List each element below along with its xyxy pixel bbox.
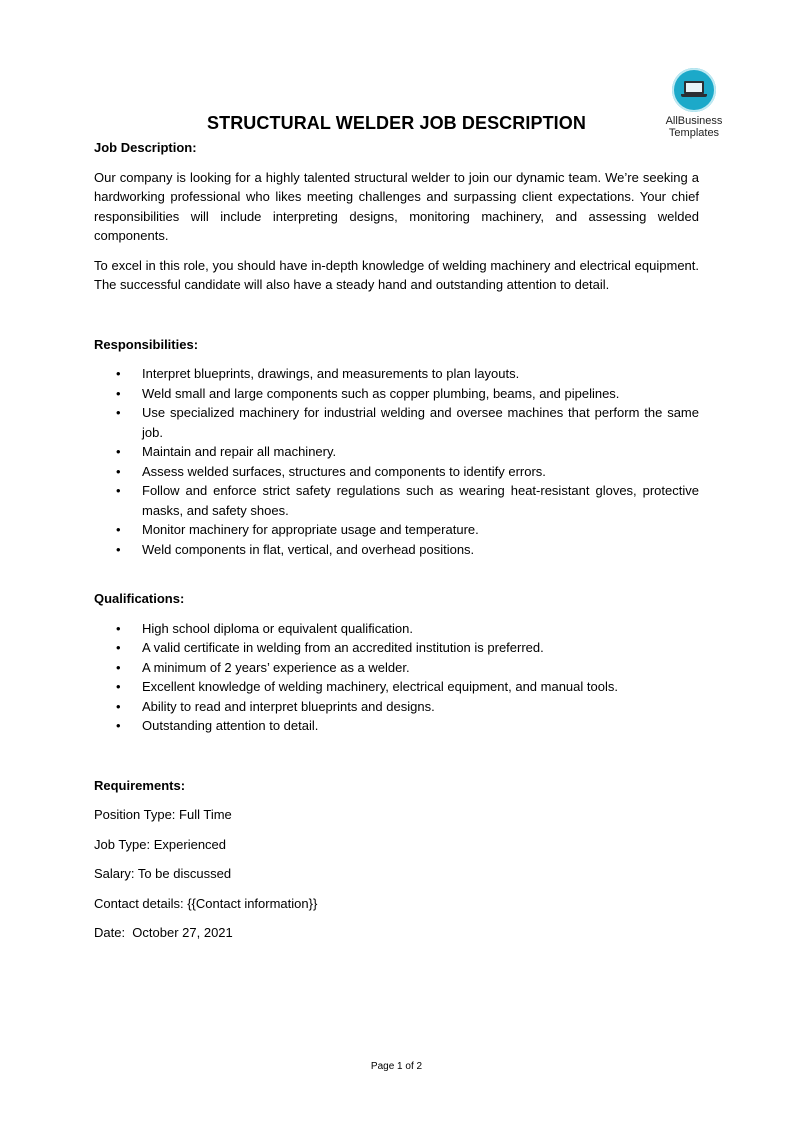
job-type: Job Type: Experienced	[94, 836, 227, 852]
list-item-text: Weld components in flat, vertical, and overhead positions.	[142, 541, 475, 557]
bullet-icon: •	[116, 698, 121, 714]
list-item-text: Excellent knowledge of welding machinery, electrical equipment, and manual tools.	[142, 679, 618, 694]
list-item	[94, 442, 699, 462]
document-body	[94, 138, 699, 943]
list-item	[94, 462, 699, 482]
bullet-icon: •	[116, 620, 121, 636]
list-item	[94, 520, 699, 540]
list-item	[94, 619, 699, 639]
list-item	[94, 540, 699, 560]
list-item-text: A valid certificate in welding from an accredited institution is preferred.	[142, 640, 544, 655]
list-item-text: A minimum of 2 years’ experience as a welder.	[142, 659, 410, 675]
list-item	[94, 638, 699, 658]
list-item-text: Weld small and large components such as copper plumbing, beams, and pipelines.	[142, 385, 620, 401]
list-item-text: Monitor machinery for appropriate usage and temperature.	[142, 522, 479, 537]
bullet-icon: •	[116, 541, 121, 557]
list-item	[94, 658, 699, 678]
bullet-icon: •	[116, 366, 121, 381]
requirements-heading: Requirements:	[94, 777, 186, 793]
bullet-icon: •	[116, 463, 121, 479]
list-item-text: High school diploma or equivalent qualification.	[142, 620, 413, 636]
qualifications-list	[94, 619, 699, 736]
list-item	[94, 403, 699, 442]
responsibilities-list	[94, 364, 699, 559]
bullet-icon: •	[116, 405, 121, 420]
list-item-text: Follow and enforce strict safety regulations such as wearing heat-resistant gloves, protective masks, and safety shoes.	[142, 483, 699, 518]
job-description-paragraph: Our company is looking for a highly talented structural welder to join our dynamic team. We’re seeking a hardworking professional who likes meeting challenges and surpassing client expectations. Your chief responsibilities will include interpreting designs, monitoring machinery, and assessing welded components.	[94, 169, 699, 243]
bullet-icon: •	[116, 522, 121, 537]
list-item-text: Maintain and repair all machinery.	[142, 444, 337, 459]
list-item	[94, 481, 699, 520]
qualifications-heading: Qualifications:	[94, 591, 185, 606]
bullet-icon: •	[116, 385, 121, 401]
logo-line-2: Templates	[668, 127, 720, 139]
page-title: STRUCTURAL WELDER JOB DESCRIPTION	[207, 113, 586, 133]
job-description-heading: Job Description:	[94, 140, 197, 155]
list-item	[94, 716, 699, 736]
bullet-icon: •	[116, 679, 121, 694]
contact-details: Contact details: {{Contact information}}	[94, 895, 318, 911]
list-item-text: Interpret blueprints, drawings, and measurements to plan layouts.	[142, 366, 520, 381]
logo-line-1: AllBusiness	[665, 115, 723, 127]
bullet-icon: •	[116, 483, 121, 498]
position-type: Position Type: Full Time	[94, 807, 232, 822]
bullet-icon: •	[116, 718, 121, 733]
salary: Salary: To be discussed	[94, 866, 232, 881]
list-item-text: Ability to read and interpret blueprints and designs.	[142, 698, 435, 714]
list-item-text: Outstanding attention to detail.	[142, 718, 319, 733]
bullet-icon: •	[116, 659, 121, 675]
list-item	[94, 364, 699, 384]
list-item	[94, 697, 699, 717]
list-item	[94, 384, 699, 404]
job-description-paragraph: To excel in this role, you should have in-depth knowledge of welding machinery and electrical equipment. The successful candidate will also have a steady hand and outstanding attention to detail.	[94, 257, 699, 292]
bullet-icon: •	[116, 444, 121, 459]
laptop-icon	[672, 68, 716, 112]
page-number: Page 1 of 2	[370, 1061, 423, 1072]
list-item-text: Use specialized machinery for industrial welding and oversee machines that perform the same job.	[142, 405, 699, 440]
list-item-text: Assess welded surfaces, structures and components to identify errors.	[142, 463, 546, 479]
list-item	[94, 677, 699, 697]
date: Date: October 27, 2021	[94, 925, 233, 940]
bullet-icon: •	[116, 640, 121, 655]
responsibilities-heading: Responsibilities:	[94, 336, 199, 352]
